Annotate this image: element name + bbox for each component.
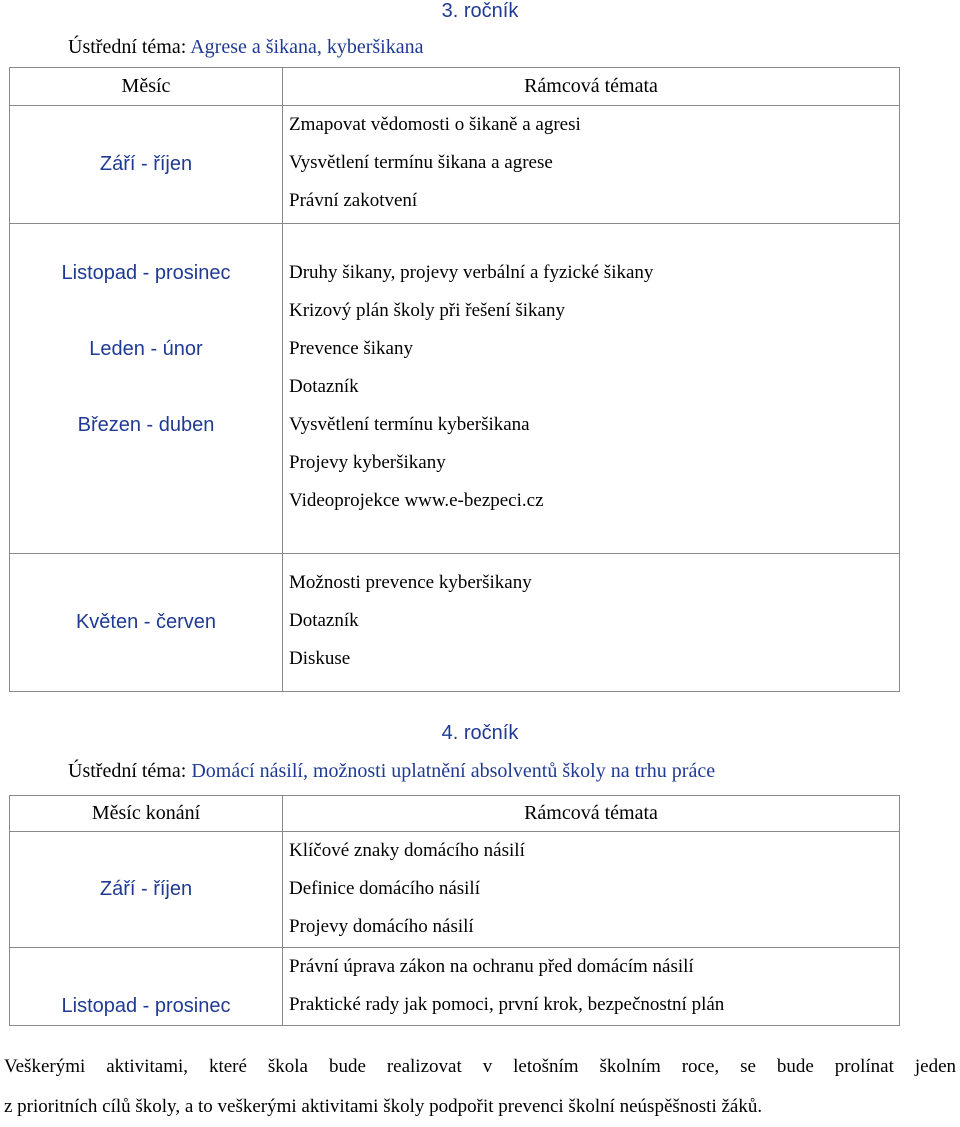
topic-item: Právní zakotvení: [289, 190, 418, 211]
topic-item: Diskuse: [289, 648, 351, 669]
topics-cell: [283, 224, 900, 554]
grade3-table: [9, 67, 900, 692]
topic-item: Projevy domácího násilí: [289, 916, 474, 937]
table-row: [10, 832, 900, 948]
topics-cell: [283, 106, 900, 224]
footer-line-2: z prioritních cílů školy, a to veškerými aktivitami školy podpořit prevenci školní neúspěšnosti žáků.: [4, 1096, 763, 1117]
grade3-col-month: Měsíc: [10, 68, 283, 106]
topic-item: Zmapovat vědomosti o šikaně a agresi: [289, 114, 581, 135]
month-label: Listopad - prosinec: [61, 995, 231, 1017]
topic-item: Prevence šikany: [289, 338, 413, 359]
grade3-header-row: [10, 68, 900, 106]
topics-cell: [283, 832, 900, 948]
topics-cell: [283, 948, 900, 1026]
topic-item: Právní úprava zákon na ochranu před domácím násilí: [289, 956, 694, 977]
month-cell: Září - říjen: [10, 106, 283, 224]
grade4-theme-value: Domácí násilí, možnosti uplatnění absolventů školy na trhu práce: [191, 760, 716, 782]
grade3-col-topics: Rámcová témata: [283, 68, 900, 106]
grade4-heading: 4. ročník: [441, 722, 519, 744]
month-cell: [10, 224, 283, 554]
topic-item: Projevy kyberšikany: [289, 452, 446, 473]
month-label: Listopad - prosinec: [61, 262, 231, 284]
grade4-col-month: Měsíc konání: [10, 796, 283, 832]
table-row: [10, 106, 900, 224]
topic-item: Dotazník: [289, 376, 359, 397]
month-cell: Květen - červen: [10, 554, 283, 692]
month-label: Březen - duben: [77, 414, 215, 436]
grade4-col-topics: Rámcová témata: [283, 796, 900, 832]
topic-item: Videoprojekce www.e-bezpeci.cz: [289, 490, 544, 511]
month-cell: Září - říjen: [10, 832, 283, 948]
topic-item: Definice domácího násilí: [289, 878, 480, 899]
topic-item: Praktické rady jak pomoci, první krok, bezpečnostní plán: [289, 994, 725, 1015]
grade4-header-row: [10, 796, 900, 832]
month-cell: [10, 948, 283, 1026]
topic-item: Možnosti prevence kyberšikany: [289, 572, 532, 593]
grade4-table: [9, 795, 900, 1026]
topics-cell: [283, 554, 900, 692]
topic-item: Krizový plán školy při řešení šikany: [289, 300, 565, 321]
topic-item: Dotazník: [289, 610, 359, 631]
footer-line-1: Veškerými aktivitami, které škola bude realizovat v letošním školním roce, se bude prolínat jeden: [4, 1056, 956, 1077]
grade3-heading: 3. ročník: [441, 0, 519, 22]
topic-item: Vysvětlení termínu kyberšikana: [289, 414, 530, 435]
grade3-theme: [68, 36, 423, 59]
topic-item: Vysvětlení termínu šikana a agrese: [289, 152, 553, 173]
topic-item: Druhy šikany, projevy verbální a fyzické šikany: [289, 262, 654, 283]
table-row: [10, 224, 900, 554]
table-row: [10, 554, 900, 692]
month-label: Leden - únor: [89, 338, 203, 360]
grade4-theme: [68, 760, 715, 783]
topic-item: Klíčové znaky domácího násilí: [289, 840, 525, 861]
grade3-theme-value: Agrese a šikana, kyberšikana: [190, 36, 424, 58]
footer-paragraph: [4, 1047, 956, 1127]
grade4-theme-label: Ústřední téma:: [68, 760, 187, 782]
grade3-theme-label: Ústřední téma:: [68, 36, 187, 58]
table-row: [10, 948, 900, 1026]
